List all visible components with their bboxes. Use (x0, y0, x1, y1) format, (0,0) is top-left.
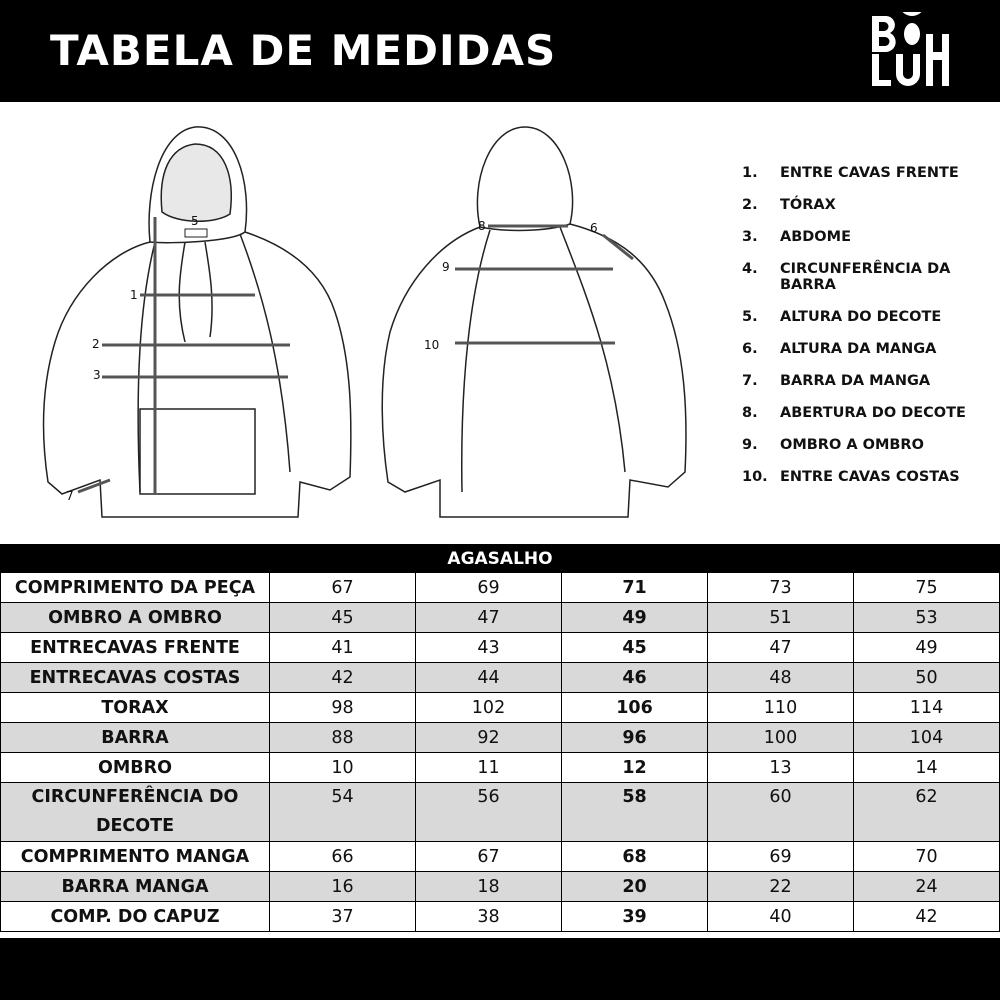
legend-num: 3. (742, 229, 758, 245)
table-row (1, 872, 1000, 902)
table-cell: 56 (416, 783, 562, 842)
table-cell: 69 (416, 573, 562, 603)
legend-item (742, 341, 992, 357)
table-cell: 45 (270, 603, 416, 633)
table-cell: 66 (270, 842, 416, 872)
table-cell: 50 (854, 663, 1000, 693)
table-row (1, 633, 1000, 663)
legend-item (742, 261, 992, 293)
legend-text: OMBRO A OMBRO (780, 437, 924, 453)
back-hood-outline (477, 127, 572, 230)
marker-1: 1 (130, 288, 138, 302)
table-cell: 73 (708, 573, 854, 603)
legend-num: 7. (742, 373, 758, 389)
table-row (1, 573, 1000, 603)
table-cell: 75 (854, 573, 1000, 603)
table-cell: 14 (854, 753, 1000, 783)
legend-text: TÓRAX (780, 197, 836, 213)
table-cell: 67 (416, 842, 562, 872)
table-cell: 20 (562, 872, 708, 902)
table-cell: 47 (708, 633, 854, 663)
table-cell: 104 (854, 723, 1000, 753)
table-cell: 51 (708, 603, 854, 633)
neck-label-icon (185, 229, 207, 237)
table-cell: 49 (562, 603, 708, 633)
row-label: ENTRECAVAS COSTAS (1, 663, 270, 693)
legend-item (742, 373, 992, 389)
page-title: TABELA DE MEDIDAS (50, 26, 557, 75)
table-cell: 102 (416, 693, 562, 723)
table-cell: 24 (854, 872, 1000, 902)
table-cell: 58 (562, 783, 708, 842)
table-row (1, 783, 1000, 842)
table-cell: 49 (854, 633, 1000, 663)
footer-bar (0, 938, 1000, 1000)
legend-num: 5. (742, 309, 758, 325)
row-label: OMBRO (1, 753, 270, 783)
brand-logo (868, 12, 954, 88)
table-cell: 69 (708, 842, 854, 872)
measurements-table (0, 572, 1000, 932)
table-cell: 47 (416, 603, 562, 633)
legend-item (742, 165, 992, 181)
table-cell: 42 (854, 902, 1000, 932)
table-cell: 96 (562, 723, 708, 753)
table-cell: 67 (270, 573, 416, 603)
legend-text: ABDOME (780, 229, 851, 245)
table-cell: 46 (562, 663, 708, 693)
marker-8: 8 (478, 219, 486, 233)
legend-num: 8. (742, 405, 758, 421)
legend-num: 9. (742, 437, 758, 453)
marker-5: 5 (191, 214, 199, 228)
marker-3: 3 (93, 368, 101, 382)
marker-10: 10 (424, 338, 440, 352)
table-cell: 38 (416, 902, 562, 932)
legend-item (742, 405, 992, 421)
row-label: TORAX (1, 693, 270, 723)
legend-num: 1. (742, 165, 758, 181)
hoodie-diagram (0, 102, 720, 542)
table-cell: 114 (854, 693, 1000, 723)
table-row (1, 693, 1000, 723)
table-cell: 98 (270, 693, 416, 723)
table-cell: 70 (854, 842, 1000, 872)
marker-6: 6 (590, 221, 598, 235)
table-cell: 11 (416, 753, 562, 783)
row-label: COMPRIMENTO MANGA (1, 842, 270, 872)
table-cell: 45 (562, 633, 708, 663)
row-label: ENTRECAVAS FRENTE (1, 633, 270, 663)
table-cell: 40 (708, 902, 854, 932)
legend-text: ALTURA DO DECOTE (780, 309, 942, 325)
legend-item (742, 469, 992, 485)
legend-text: CIRCUNFERÊNCIA DA BARRA (780, 261, 951, 293)
table-cell: 92 (416, 723, 562, 753)
table-cell: 88 (270, 723, 416, 753)
row-label: COMP. DO CAPUZ (1, 902, 270, 932)
table-cell: 62 (854, 783, 1000, 842)
legend-num: 2. (742, 197, 758, 213)
table-cell: 48 (708, 663, 854, 693)
legend-num: 6. (742, 341, 758, 357)
table-cell: 16 (270, 872, 416, 902)
row-label: BARRA (1, 723, 270, 753)
table-cell: 43 (416, 633, 562, 663)
legend-num: 4. (742, 261, 758, 277)
table-cell: 110 (708, 693, 854, 723)
legend-item (742, 309, 992, 325)
marker-7: 7 (66, 489, 74, 503)
table-row (1, 842, 1000, 872)
table-cell: 22 (708, 872, 854, 902)
table-cell: 12 (562, 753, 708, 783)
legend-num: 10. (742, 469, 768, 485)
table-title: AGASALHO (0, 544, 1000, 572)
table-cell: 39 (562, 902, 708, 932)
row-label: COMPRIMENTO DA PEÇA (1, 573, 270, 603)
legend-text: ENTRE CAVAS FRENTE (780, 165, 959, 181)
table-cell: 60 (708, 783, 854, 842)
row-label: BARRA MANGA (1, 872, 270, 902)
header-bar (0, 0, 1000, 102)
table-row (1, 663, 1000, 693)
table-row (1, 753, 1000, 783)
table-cell: 37 (270, 902, 416, 932)
table-cell: 71 (562, 573, 708, 603)
table-cell: 13 (708, 753, 854, 783)
size-table (0, 544, 1000, 932)
table-cell: 53 (854, 603, 1000, 633)
table-row (1, 603, 1000, 633)
legend-item (742, 437, 992, 453)
table-cell: 10 (270, 753, 416, 783)
front-pocket (140, 409, 255, 494)
table-cell: 54 (270, 783, 416, 842)
legend-text: ALTURA DA MANGA (780, 341, 937, 357)
legend-text: BARRA DA MANGA (780, 373, 931, 389)
table-cell: 41 (270, 633, 416, 663)
table-row (1, 902, 1000, 932)
table-cell: 18 (416, 872, 562, 902)
legend-text: ABERTURA DO DECOTE (780, 405, 966, 421)
legend-item (742, 197, 992, 213)
marker-9: 9 (442, 260, 450, 274)
row-label: OMBRO A OMBRO (1, 603, 270, 633)
table-row (1, 723, 1000, 753)
legend-item (742, 229, 992, 245)
table-cell: 44 (416, 663, 562, 693)
table-cell: 106 (562, 693, 708, 723)
table-cell: 100 (708, 723, 854, 753)
marker-2: 2 (92, 337, 100, 351)
legend-text: ENTRE CAVAS COSTAS (780, 469, 960, 485)
table-cell: 42 (270, 663, 416, 693)
table-cell: 68 (562, 842, 708, 872)
row-label: CIRCUNFERÊNCIA DO DECOTE (1, 783, 270, 842)
measurement-legend (742, 165, 992, 501)
